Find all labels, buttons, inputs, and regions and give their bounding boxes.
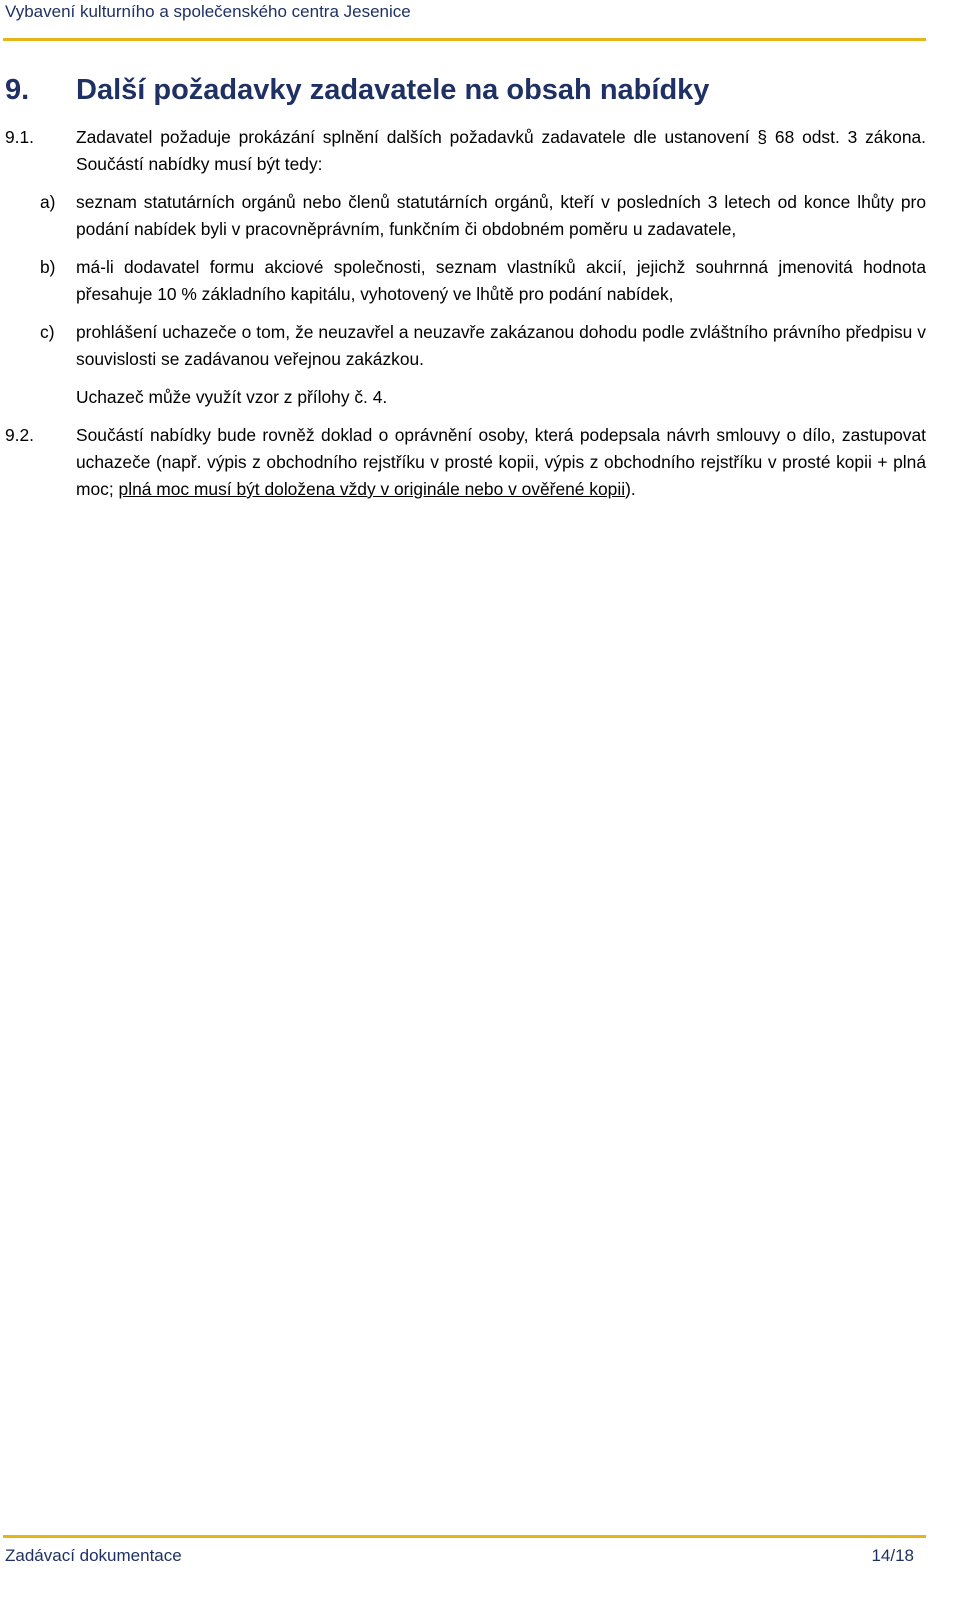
list-item-label: c) [40, 322, 55, 342]
list-item-label: b) [40, 257, 56, 277]
list-item-label: a) [40, 192, 56, 212]
template-note [5, 384, 926, 411]
list-item-text: má-li dodavatel formu akciové společnosti, seznam vlastníků akcií, jejichž souhrnná jmenovitá hodnota přesahuje 10 % základního kapitálu, vyhotovený ve lhůtě pro podání nabídek, [76, 257, 926, 304]
list-item-text: seznam statutárních orgánů nebo členů statutárních orgánů, kteří v posledních 3 letech od konce lhůty pro podání nabídek byli v pracovněprávním, funkčním či obdobném poměru u zadavatele, [76, 192, 926, 239]
paragraph-text: Součástí nabídky bude rovněž doklad o oprávnění osoby, která podepsala návrh smlouvy o dílo, zastupovat uchazeče (např. výpis z obchodního rejstříku v prosté kopii, výpis z obchodního rejstříku v prosté kopii + plná moc; [76, 425, 926, 499]
section-title: Další požadavky zadavatele na obsah nabídky [76, 74, 710, 106]
list-item-a [5, 189, 926, 243]
paragraph-text: Zadavatel požaduje prokázání splnění dalších požadavků zadavatele dle ustanovení § 68 odst. 3 zákona. Součástí nabídky musí být tedy: [76, 127, 926, 174]
footer-page-number: 14/18 [871, 1546, 914, 1565]
list-item-text: prohlášení uchazeče o tom, že neuzavřel a neuzavře zakázanou dohodu podle zvláštního právního předpisu v souvislosti se zadávanou veřejnou zakázkou. [76, 322, 926, 369]
header-divider [3, 38, 926, 41]
list-item-b [5, 254, 926, 308]
paragraph-9-1 [5, 124, 926, 178]
document-header-title: Vybavení kulturního a společenského centra Jesenice [5, 2, 411, 21]
paragraph-number: 9.2. [5, 425, 35, 445]
paragraph-underlined-text: plná moc musí být doložena vždy v originále nebo v ověřené kopii [118, 479, 626, 499]
section-number: 9. [5, 74, 30, 106]
paragraph-9-2 [5, 422, 926, 503]
template-note-text: Uchazeč může využít vzor z přílohy č. 4. [76, 387, 388, 407]
footer-divider [3, 1535, 926, 1538]
document-body [5, 124, 926, 503]
paragraph-number: 9.1. [5, 127, 35, 147]
list-item-c [5, 319, 926, 373]
footer-document-name: Zadávací dokumentace [5, 1546, 182, 1565]
paragraph-text-end: ). [625, 479, 636, 499]
section-heading [5, 74, 925, 107]
